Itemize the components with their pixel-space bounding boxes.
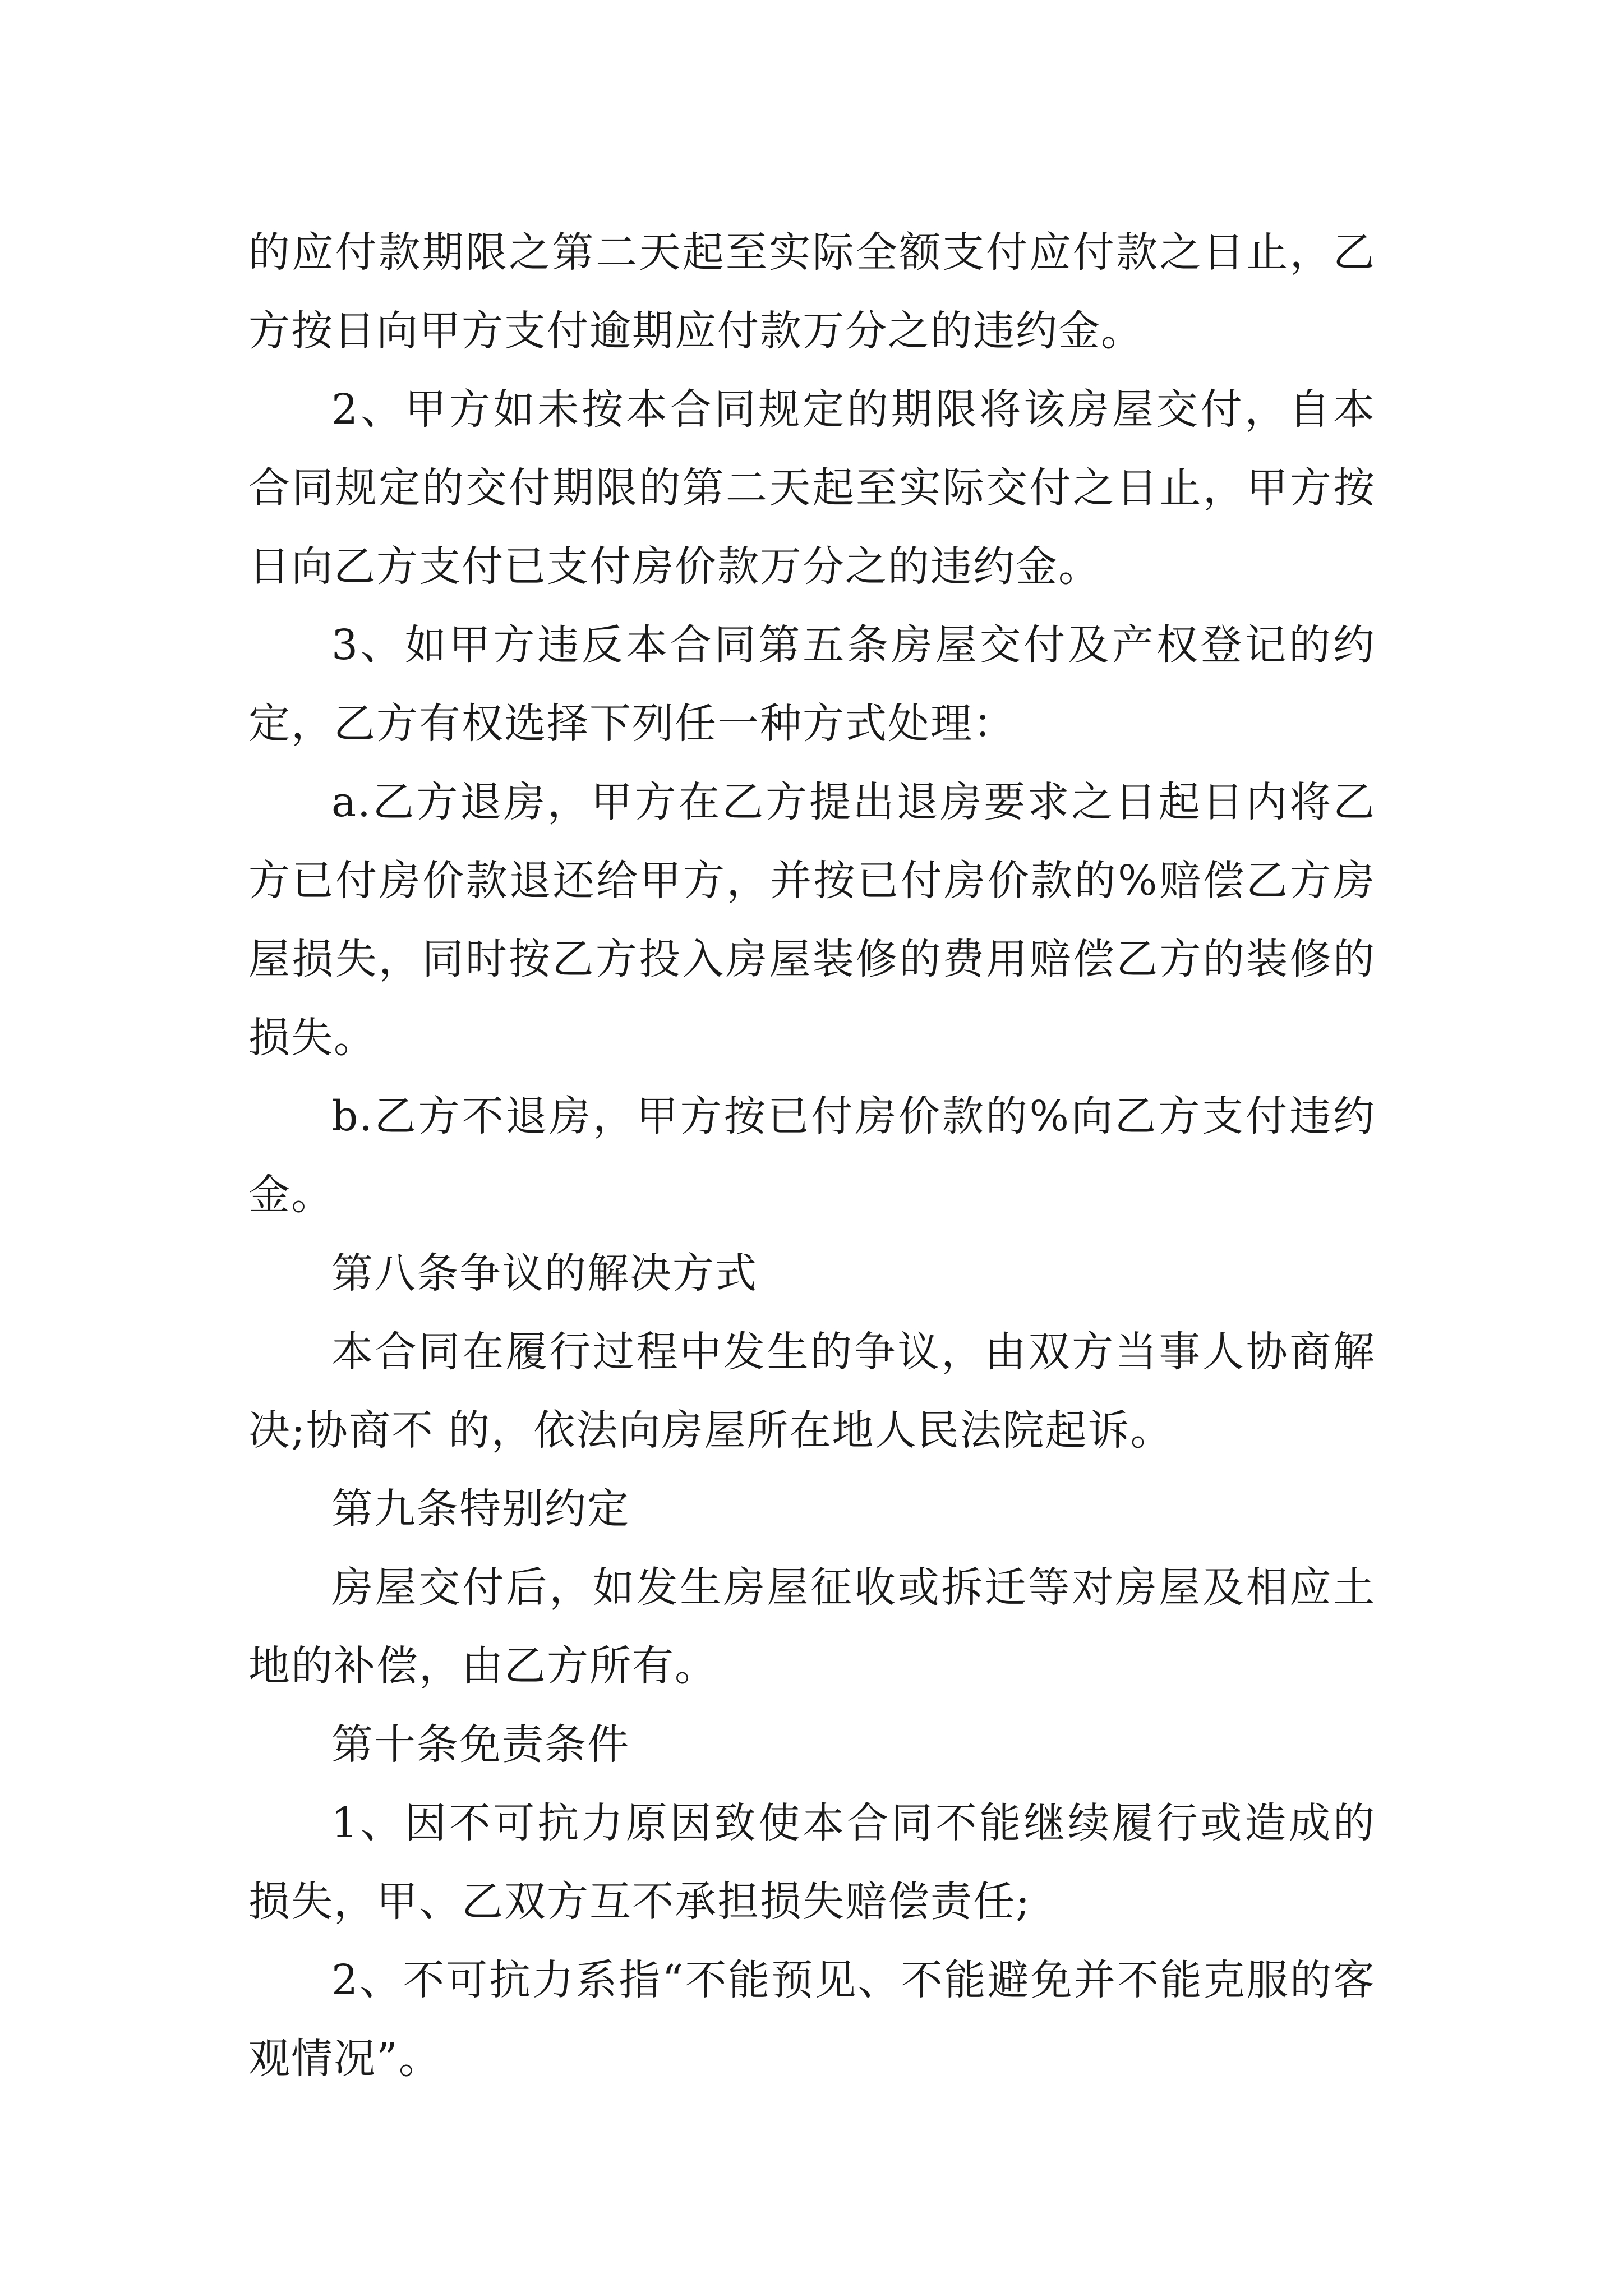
paragraph-clause-2: 2、甲方如未按本合同规定的期限将该房屋交付，自本合同规定的交付期限的第二天起至实际交付之日止，甲方按日向乙方支付已支付房价款万分之的违约金。 bbox=[248, 385, 1376, 591]
paragraph-exemption-1: 1、因不可抗力原因致使本合同不能继续履行或造成的损失，甲、乙双方互不承担损失赔偿责任; bbox=[248, 1799, 1376, 1926]
paragraph-dispute-resolution: 本合同在履行过程中发生的争议，由双方当事人协商解决;协商不 的，依法向房屋所在地人民法院起诉。 bbox=[248, 1328, 1376, 1455]
section-heading-article-10: 第十条免责条件 bbox=[331, 1720, 630, 1769]
paragraph-special-agreement: 房屋交付后，如发生房屋征收或拆迁等对房屋及相应土地的补偿，由乙方所有。 bbox=[248, 1563, 1376, 1690]
contract-text-body bbox=[248, 213, 1376, 2098]
paragraph-clause-3: 3、如甲方违反本合同第五条房屋交付及产权登记的约定，乙方有权选择下列任一种方式处理： bbox=[248, 621, 1376, 748]
paragraph-exemption-2: 2、不可抗力系指“不能预见、不能避免并不能克服的客观情况”。 bbox=[248, 1956, 1376, 2083]
section-heading-article-8: 第八条争议的解决方式 bbox=[331, 1249, 758, 1297]
paragraph-option-a: a.乙方退房，甲方在乙方提出退房要求之日起日内将乙方已付房价款退还给甲方，并按已付房价款的%赔偿乙方房屋损失，同时按乙方投入房屋装修的费用赔偿乙方的装修的损失。 bbox=[248, 778, 1376, 1062]
paragraph-option-b: b.乙方不退房，甲方按已付房价款的%向乙方支付违约金。 bbox=[248, 1092, 1376, 1219]
paragraph-continuation: 的应付款期限之第二天起至实际全额支付应付款之日止，乙方按日向甲方支付逾期应付款万分之的违约金。 bbox=[248, 228, 1376, 355]
section-heading-article-9: 第九条特别约定 bbox=[331, 1485, 630, 1533]
